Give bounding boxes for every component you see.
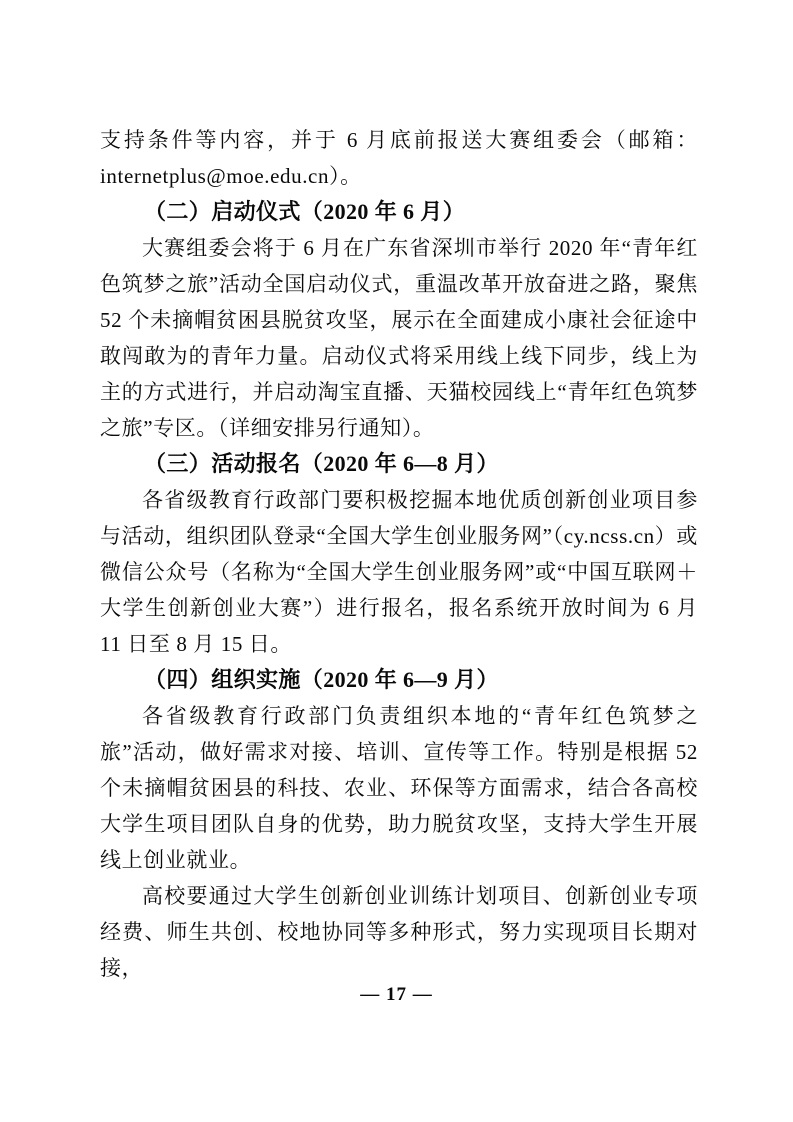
page-number: — 17 —	[360, 984, 433, 1005]
paragraph-launch-ceremony: 大赛组委会将于 6 月在广东省深圳市举行 2020 年“青年红色筑梦之旅”活动全国启动仪式，重温改革开放奋进之路，聚焦 52 个未摘帽贫困县脱贫攻坚，展示在全面建成小康社会征途中敢闯敢为的青年力量。启动仪式将采用线上线下同步，线上为主的方式进行，并启动淘宝直播、天猫校园线上“青年红色筑梦之旅”专区。（详细安排另行通知）。	[100, 236, 698, 440]
paragraph-registration: 各省级教育行政部门要积极挖掘本地优质创新创业项目参与活动，组织团队登录“全国大学生创业服务网”（cy.ncss.cn）或微信公众号（名称为“全国大学生创业服务网”或“中国互联网＋大学生创新创业大赛”）进行报名，报名系统开放时间为 6 月 11 日至 8 月 15 日。	[100, 488, 698, 656]
paragraph-continuation: 支持条件等内容，并于 6 月底前报送大赛组委会（邮箱：internetplus@moe.edu.cn）。	[100, 128, 698, 188]
document-body	[100, 122, 698, 986]
paragraph-implementation: 各省级教育行政部门负责组织本地的“青年红色筑梦之旅”活动，做好需求对接、培训、宣传等工作。特别是根据 52 个未摘帽贫困县的科技、农业、环保等方面需求，结合各高校大学生项目团队自身的优势，助力脱贫攻坚，支持大学生开展线上创业就业。	[100, 704, 698, 872]
section-heading-3: （三）活动报名（2020 年 6—8 月）	[144, 451, 499, 476]
section-heading-4: （四）组织实施（2020 年 6—9 月）	[144, 667, 499, 692]
section-heading-2: （二）启动仪式（2020 年 6 月）	[144, 199, 466, 224]
paragraph-university-support: 高校要通过大学生创新创业训练计划项目、创新创业专项经费、师生共创、校地协同等多种形式，努力实现项目长期对接，	[100, 884, 698, 980]
